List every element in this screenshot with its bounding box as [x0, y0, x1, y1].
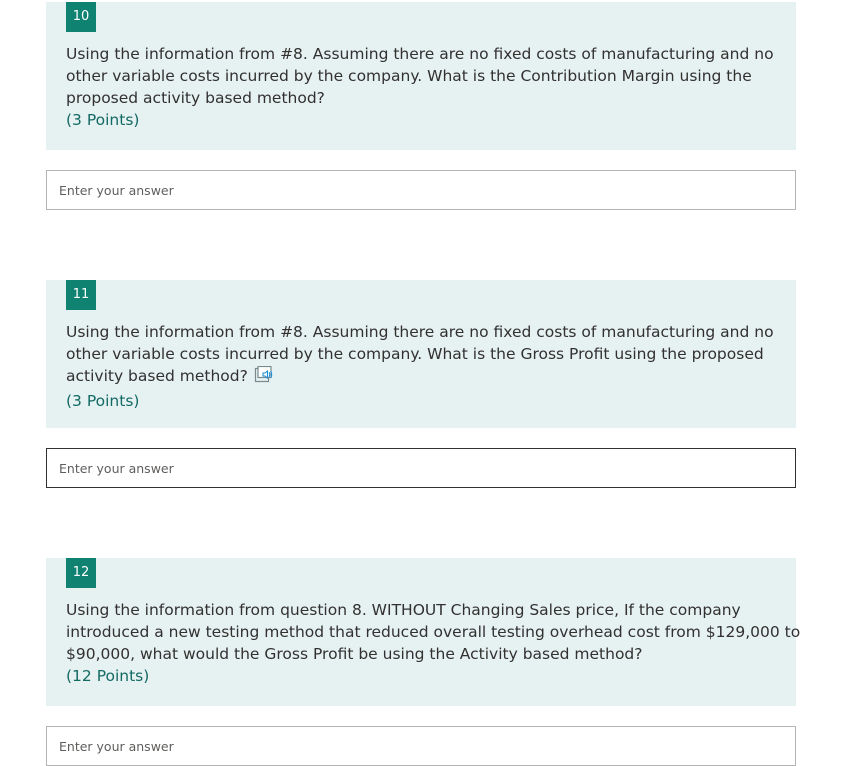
question-points: (3 Points) — [66, 111, 140, 129]
answer-input-11[interactable] — [46, 448, 796, 488]
question-card-11 — [46, 280, 796, 428]
question-text-line: other variable costs incurred by the company. What is the Contribution Margin using the — [66, 67, 752, 85]
answer-input-10[interactable] — [46, 170, 796, 210]
question-text-line: Using the information from question 8. WITHOUT Changing Sales price, If the company — [66, 601, 741, 619]
question-text-line: proposed activity based method? — [66, 89, 325, 107]
question-points: (3 Points) — [66, 392, 140, 410]
question-text-line: introduced a new testing method that reduced overall testing overhead cost from $129,000 to — [66, 623, 801, 641]
question-text-line: activity based method? — [66, 367, 248, 385]
immersive-reader-icon[interactable] — [254, 366, 274, 390]
question-points: (12 Points) — [66, 667, 150, 685]
question-number-badge: 11 — [66, 280, 96, 310]
question-text — [66, 43, 778, 131]
answer-input-12[interactable] — [46, 726, 796, 766]
question-text-line: $90,000, what would the Gross Profit be using the Activity based method? — [66, 645, 643, 663]
question-number-badge: 10 — [66, 2, 96, 32]
question-text — [66, 321, 778, 412]
question-text-line: other variable costs incurred by the company. What is the Gross Profit using the proposed — [66, 345, 764, 363]
question-card-10 — [46, 2, 796, 150]
question-card-12 — [46, 558, 801, 706]
question-text — [66, 599, 801, 687]
question-number-badge: 12 — [66, 558, 96, 588]
question-text-line: Using the information from #8. Assuming there are no fixed costs of manufacturing and no — [66, 45, 774, 63]
question-text-line-with-icon — [66, 365, 778, 390]
question-text-line: Using the information from #8. Assuming there are no fixed costs of manufacturing and no — [66, 323, 774, 341]
